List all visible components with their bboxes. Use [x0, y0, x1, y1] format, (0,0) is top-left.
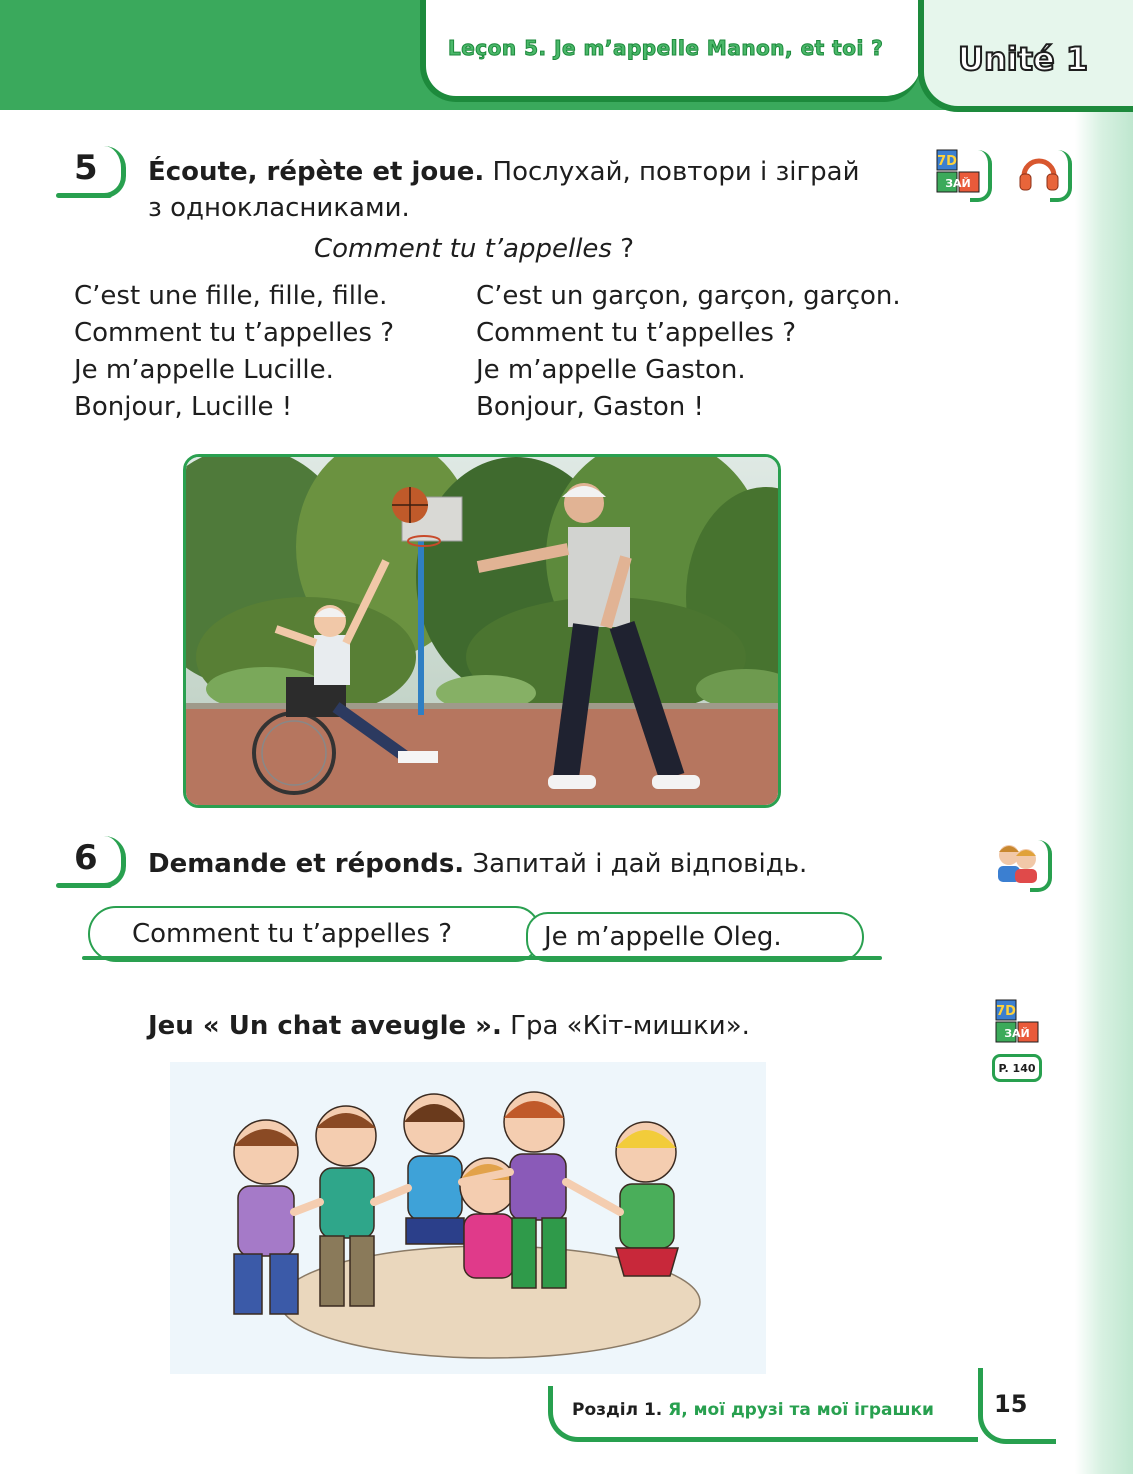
exercise-6-instruction-uk: Запитай і дай відповідь.: [464, 849, 808, 879]
question-bubble: [88, 906, 540, 962]
poem-title: [314, 234, 634, 264]
page-number: 15: [994, 1390, 1028, 1418]
footer-caption: [572, 1400, 934, 1420]
block-label-3: 7D: [996, 1004, 1016, 1019]
poem-left-line: Bonjour, Lucille !: [74, 392, 293, 422]
icon-bracket-headphones: [1050, 150, 1072, 202]
unit-label: Unité: [958, 40, 1055, 78]
exercise-6-instruction: [148, 846, 908, 882]
game-title: [148, 1008, 750, 1044]
poem-right-line: Bonjour, Gaston !: [476, 392, 704, 422]
poem-right-line: Je m’appelle Gaston.: [476, 355, 746, 385]
exercise-5-instruction-uk-1: Послухай, повтори і зіграй: [484, 157, 860, 187]
poem-right-line: C’est un garçon, garçon, garçon.: [476, 281, 901, 311]
children-game-drawing: [170, 1062, 766, 1374]
exercise-6-instruction-fr: Demande et réponds.: [148, 849, 465, 879]
poem-left-line: Je m’appelle Lucille.: [74, 355, 334, 385]
poem-left-line: C’est une fille, fille, fille.: [74, 281, 388, 311]
exercise-bracket-6: [104, 836, 126, 888]
poem-right-line: Comment tu t’appelles ?: [476, 318, 797, 348]
icon-bracket-blocks: [970, 150, 992, 202]
poem-left-column: [74, 278, 394, 426]
footer-chapter: Розділ 1.: [572, 1400, 663, 1420]
footer-topic: Я, мої друзі та мої іграшки: [662, 1400, 934, 1420]
game-title-fr: Jeu « Un chat aveugle ».: [148, 1011, 502, 1041]
poem-title-mark: ?: [611, 234, 635, 264]
page-reference[interactable]: P. 140: [992, 1054, 1042, 1082]
children-game-illustration: [170, 1062, 766, 1374]
block-label-4: ЗАЙ: [1004, 1027, 1030, 1040]
question-text: Comment tu t’appelles ?: [132, 919, 453, 949]
exercise-5-instruction-uk-2: з однокласниками.: [148, 193, 410, 223]
unit-number: 1: [1065, 40, 1089, 78]
basketball-photo: [183, 454, 781, 808]
answer-bubble: [526, 912, 864, 962]
lesson-title: Leçon 5. Je m’appelle Manon, et toi ?: [448, 36, 884, 60]
block-label-2: ЗАЙ: [945, 177, 971, 190]
poem-left-line: Comment tu t’appelles ?: [74, 318, 395, 348]
unit-title: [958, 40, 1088, 78]
icon-bracket-pair: [1030, 840, 1052, 892]
bubble-underline: [82, 956, 882, 960]
exercise-underline-6: [56, 883, 112, 888]
exercise-number-6: 6: [74, 838, 98, 878]
blocks-game-icon-2[interactable]: [994, 998, 1040, 1044]
poem-title-text: Comment tu t’appelles: [314, 234, 612, 264]
exercise-5-instruction: [148, 154, 908, 226]
exercise-bracket-5: [104, 146, 126, 198]
answer-text: Je m’appelle Oleg.: [544, 922, 782, 952]
exercise-number-5: 5: [74, 148, 98, 188]
side-gradient-band: [1075, 110, 1133, 1474]
block-label-1: 7D: [937, 154, 957, 169]
basketball-photo-drawing: [186, 457, 781, 808]
exercise-underline-5: [56, 193, 112, 198]
poem-right-column: [476, 278, 901, 426]
game-title-uk: Гра «Кіт-мишки».: [501, 1011, 750, 1041]
exercise-5-instruction-fr: Écoute, répète et joue.: [148, 157, 485, 187]
